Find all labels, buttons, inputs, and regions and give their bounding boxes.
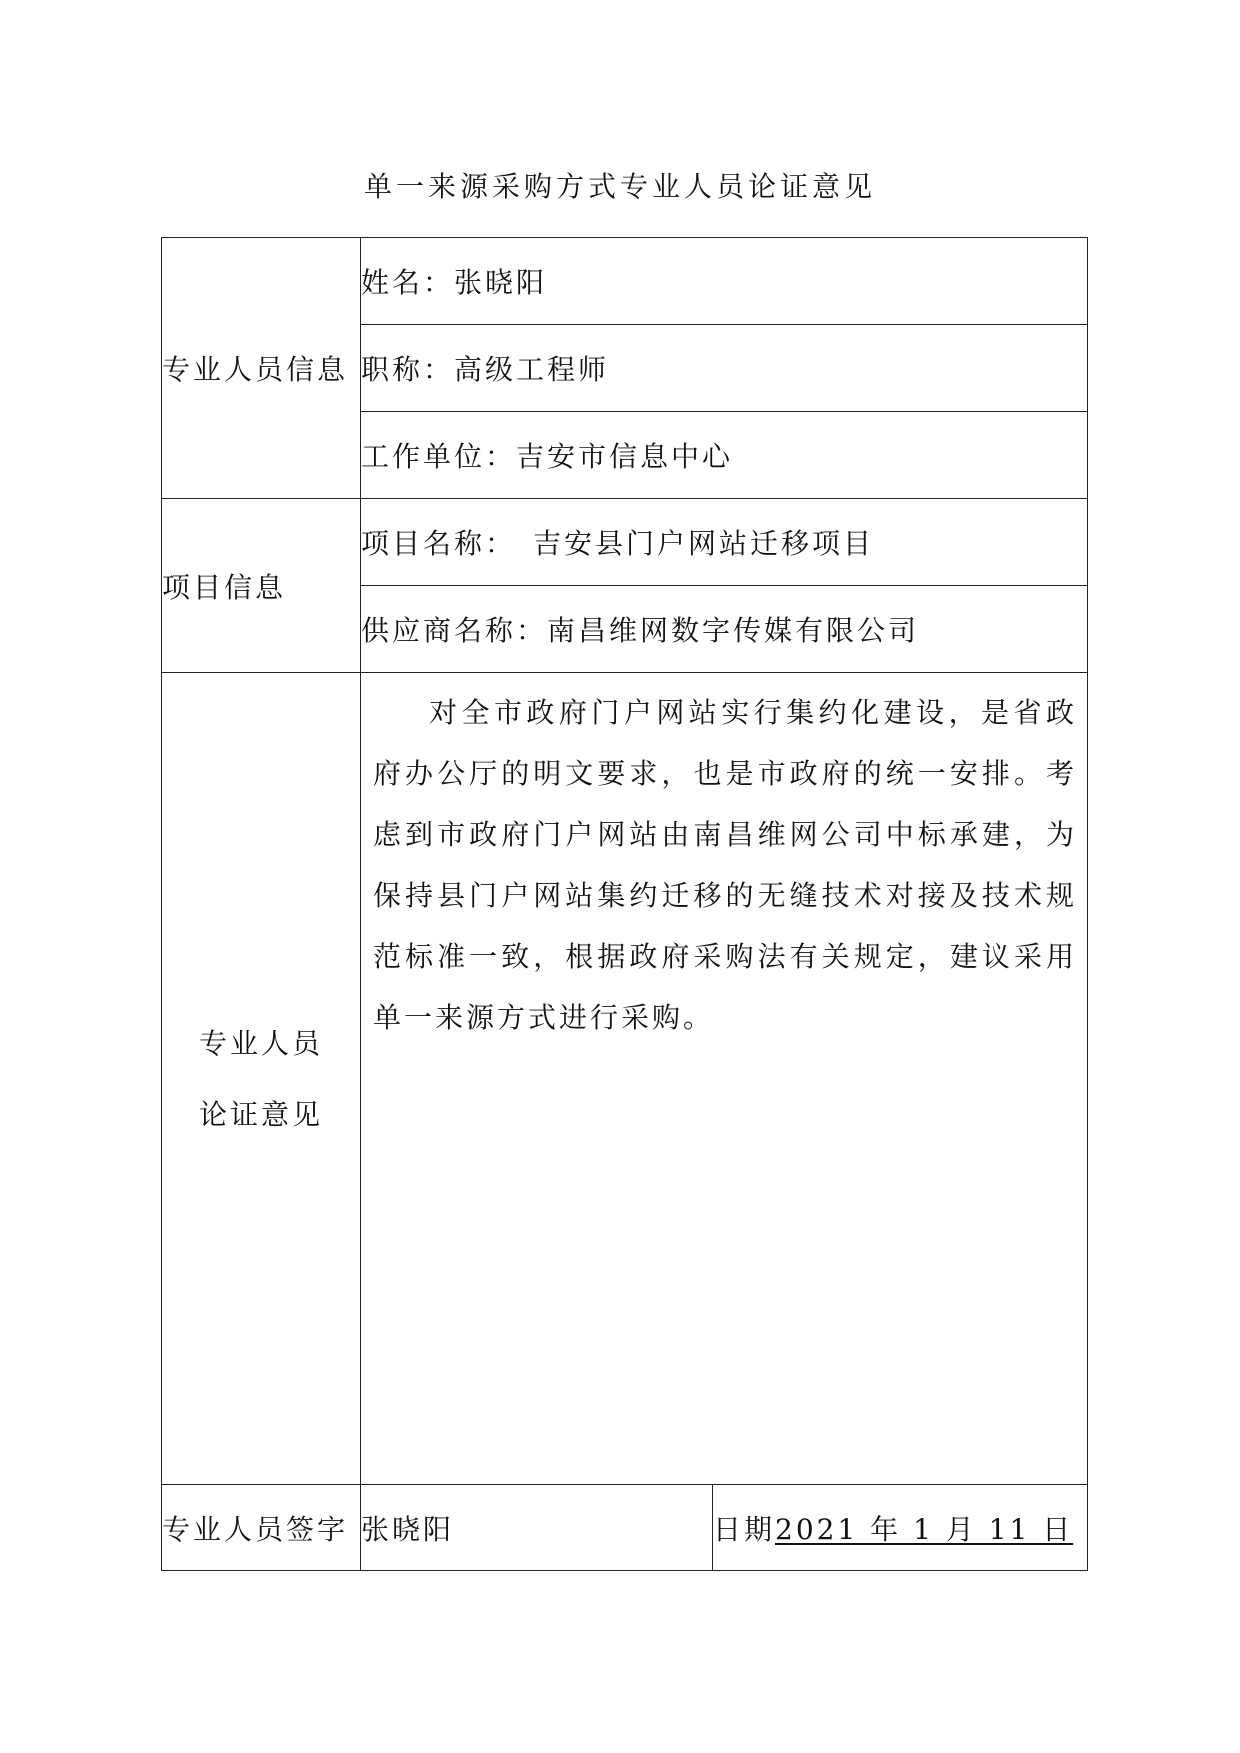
opinion-text: 对全市政府门户网站实行集约化建设，是省政府办公厅的明文要求，也是市政府的统一安排。考虑到市政府门户网站由南昌维网公司中标承建，为保持县门户网站集约迁移的无缝技术对接及技术规范标准一致，根据政府采购法有关规定，建议采用单一来源方式进行采购。: [373, 696, 1078, 1034]
project-info-label: 项目信息: [162, 499, 361, 673]
date-label: 日期: [713, 1512, 776, 1546]
project-name: 项目名称： 吉安县门户网站迁移项目: [361, 499, 1088, 586]
signature-value: 张晓阳: [361, 1485, 713, 1571]
signature-label: 专业人员签字: [162, 1485, 361, 1571]
document-title: 单一来源采购方式专业人员论证意见: [363, 170, 876, 203]
opinion-form-table: [161, 237, 1088, 1571]
opinion-cell: [361, 673, 1088, 1485]
opinion-label-line2: 论证意见: [198, 1097, 323, 1131]
opinion-label: [162, 673, 361, 1485]
professional-info-label: 专业人员信息: [162, 238, 361, 499]
date-value: 2021 年 1 月 11 日: [775, 1512, 1074, 1546]
supplier-name: 供应商名称：南昌维网数字传媒有限公司: [361, 586, 1088, 673]
professional-job-title: 职称：高级工程师: [361, 325, 1088, 412]
professional-name: 姓名：张晓阳: [361, 238, 1088, 325]
opinion-label-line1: 专业人员: [198, 1026, 323, 1060]
professional-employer: 工作单位：吉安市信息中心: [361, 412, 1088, 499]
date-cell: [713, 1485, 1088, 1571]
